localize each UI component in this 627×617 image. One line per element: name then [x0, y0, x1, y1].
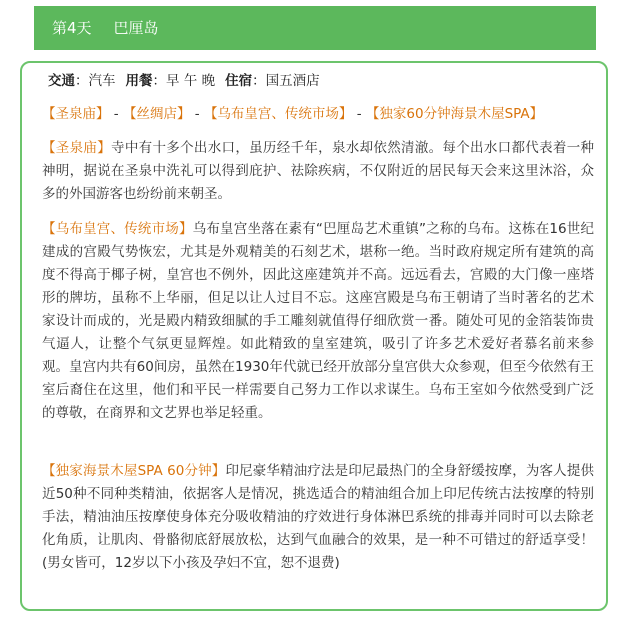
paragraph-highlight: 【独家海景木屋SPA 60分钟】	[42, 463, 226, 479]
route-separator: -	[109, 106, 123, 122]
route-stop: 【丝绸店】	[122, 106, 191, 122]
paragraph-text: 乌布皇宫坐落在素有“巴厘岛艺术重镇”之称的乌布。这栋在16世纪建成的宫殿气势恢宏，尤其是外观精美的石刻艺术，堪称一绝。当时政府规定所有建筑的高度不得高于椰子树，皇宫也不例外，因此这座建筑并不高。远远看去，宫殿的大门像一座塔形的牌坊，虽称不上华丽，但足以让人过目不忘。这座宫殿是乌布王朝请了当时著名的艺术家设计而成的，光是殿内精致细腻的手工雕刻就值得仔细欣赏一番。随处可见的金箔装饰贵气逼人，让整个气氛更显辉煌。如此精致的皇室建筑，吸引了许多艺术爱好者慕名前来参观。皇宫内共有60间房，虽然在1930年代就已经开放部分皇宫供大众参观，但至今依然有王室后裔住在这里，他们和平民一样需要自己努力工作以求谋生。乌布王室如今依然受到广泛的尊敬，在商界和文艺界也举足轻重。	[42, 221, 594, 421]
paragraph-text: 寺中有十多个出水口，虽历经千年，泉水却依然清澈。每个出水口都代表着一种神明，据说在圣泉中洗礼可以得到庇护、祛除疾病，不仅附近的居民每天会来这里沐浴，众多的外国游客也纷纷前来朝圣。	[42, 140, 595, 202]
trip-info-row: 交通：汽车 用餐：早 午 晚 住宿：国五酒店	[48, 73, 320, 89]
paragraph-highlight: 【乌布皇宫、传统市场】	[42, 221, 193, 237]
paragraph-holy-spring-temple	[42, 137, 594, 206]
itinerary-content-box	[20, 61, 608, 611]
route-row	[42, 104, 543, 124]
paragraph-highlight: 【圣泉庙】	[42, 140, 112, 156]
transport-value: 汽车	[88, 73, 116, 89]
route-separator: -	[190, 106, 204, 122]
stay-label: 住宿	[225, 73, 253, 89]
route-separator: -	[352, 106, 366, 122]
paragraph-ubud-palace	[42, 218, 594, 425]
route-stop: 【独家60分钟海景木屋SPA】	[365, 106, 544, 122]
route-stop: 【乌布皇宫、传统市场】	[203, 106, 353, 122]
day-header	[34, 6, 596, 50]
meals-value: 早 午 晚	[166, 73, 216, 89]
paragraph-spa	[42, 460, 594, 575]
stay-value: 国五酒店	[265, 73, 320, 89]
day-place: 巴厘岛	[113, 19, 159, 37]
meals-label: 用餐	[125, 73, 153, 89]
route-stop: 【圣泉庙】	[42, 106, 110, 122]
paragraph-text: 印尼豪华精油疗法是印尼最热门的全身舒缓按摩，为客人提供近50种不同种类精油，依据客人是情况，挑选适合的精油组合加上印尼传统古法按摩的特别手法，精油油压按摩使身体充分吸收精油的疗效进行身体淋巴系统的排毒并同时可以去除老化角质，让肌肉、骨骼彻底舒展放松，达到气血融合的效果，是一种不可错过的舒适享受！(男女皆可，12岁以下小孩及孕妇不宜，恕不退费)	[42, 463, 594, 571]
day-label: 第4天	[52, 19, 92, 37]
transport-label: 交通	[48, 73, 75, 89]
